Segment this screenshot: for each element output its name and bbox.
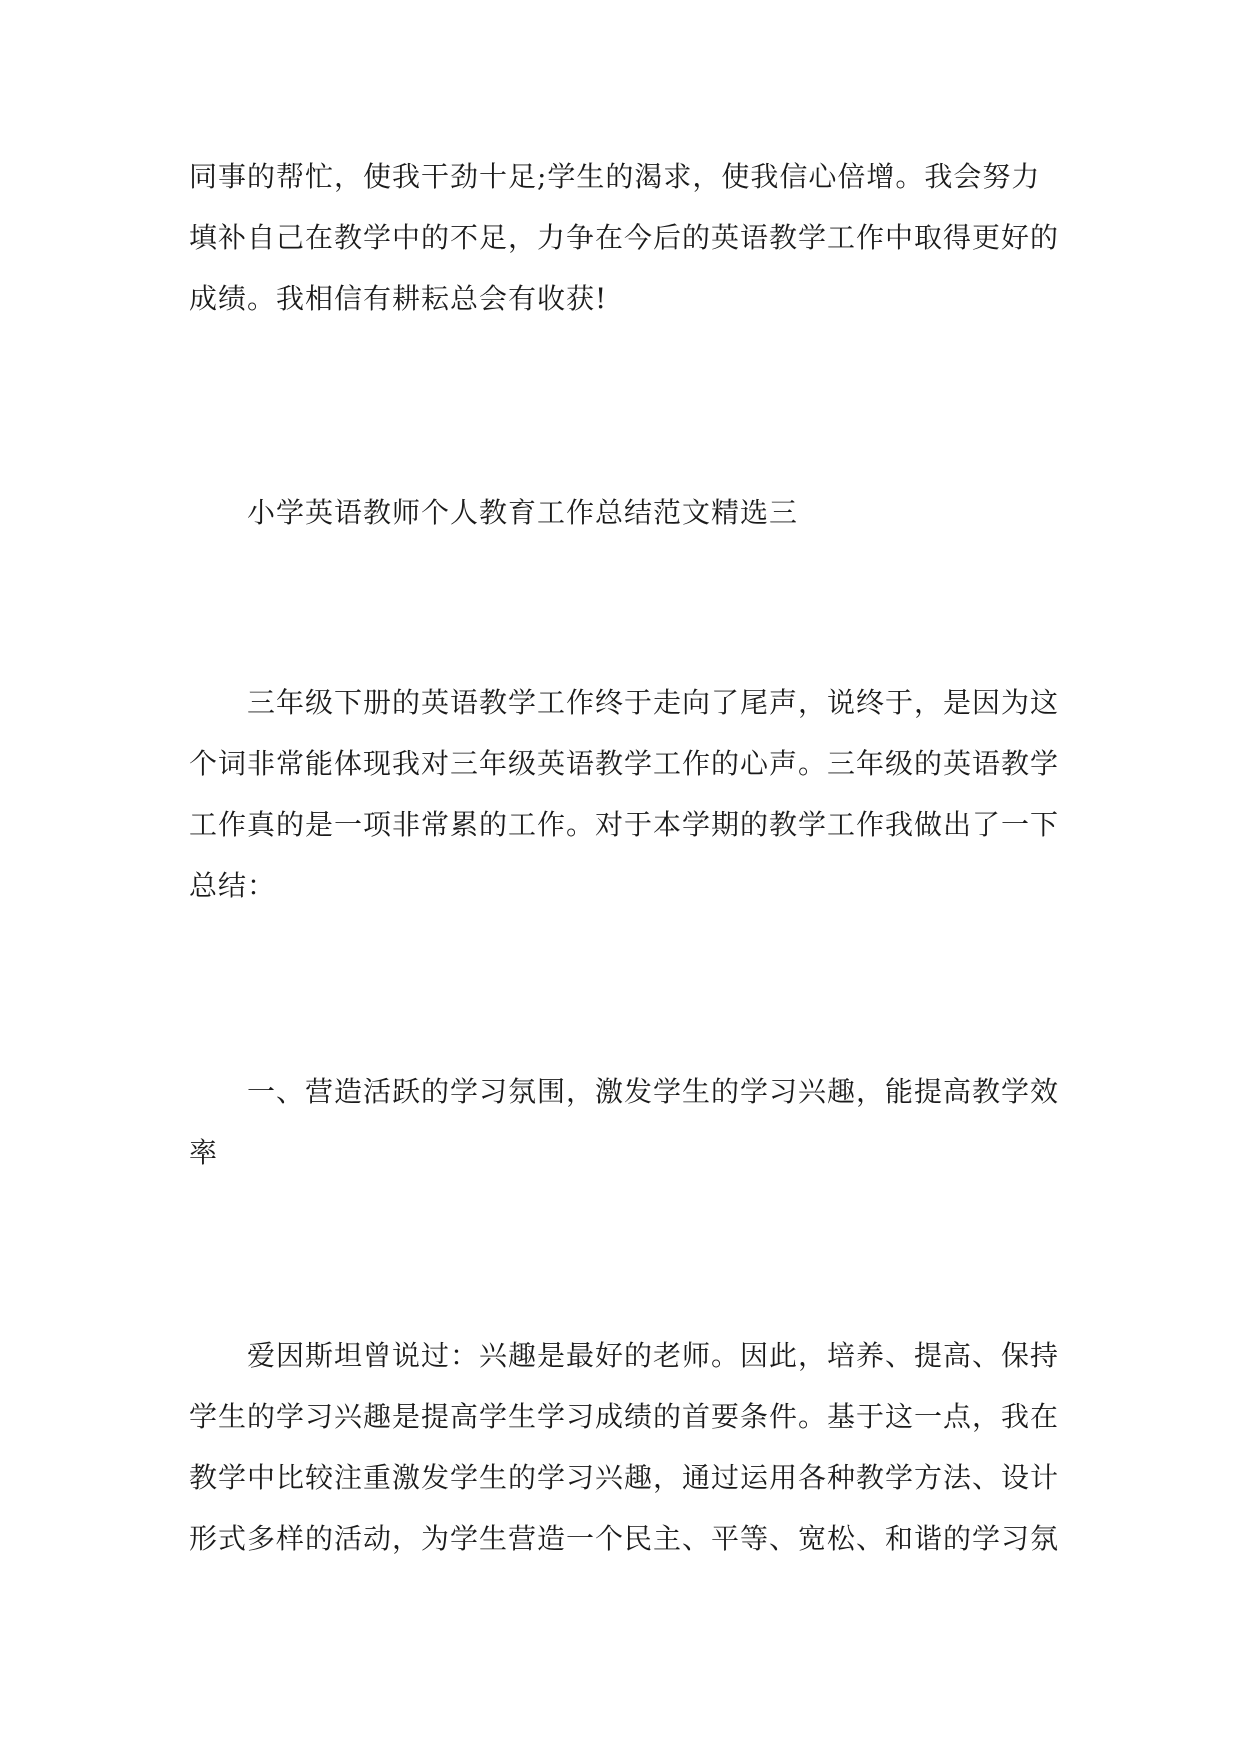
section-title: 小学英语教师个人教育工作总结范文精选三: [247, 496, 799, 529]
paragraph-continuation: 同事的帮忙，使我干劲十足;学生的渴求，使我信心倍增。我会努力填补自己在教学中的不足，力争在今后的英语教学工作中取得更好的成绩。我相信有耕耘总会有收获!: [189, 160, 1060, 315]
paragraph-body: 爱因斯坦曾说过：兴趣是最好的老师。因此，培养、提高、保持学生的学习兴趣是提高学生学习成绩的首要条件。基于这一点，我在教学中比较注重激发学生的学习兴趣，通过运用各种教学方法、设计形式多样的活动，为学生营造一个民主、平等、宽松、和谐的学习氛: [189, 1339, 1060, 1555]
paragraph-intro: 三年级下册的英语教学工作终于走向了尾声，说终于，是因为这个词非常能体现我对三年级英语教学工作的心声。三年级的英语教学工作真的是一项非常累的工作。对于本学期的教学工作我做出了一下总结：: [189, 686, 1060, 902]
heading-point-one: 一、营造活跃的学习氛围，激发学生的学习兴趣，能提高教学效率: [189, 1075, 1060, 1169]
